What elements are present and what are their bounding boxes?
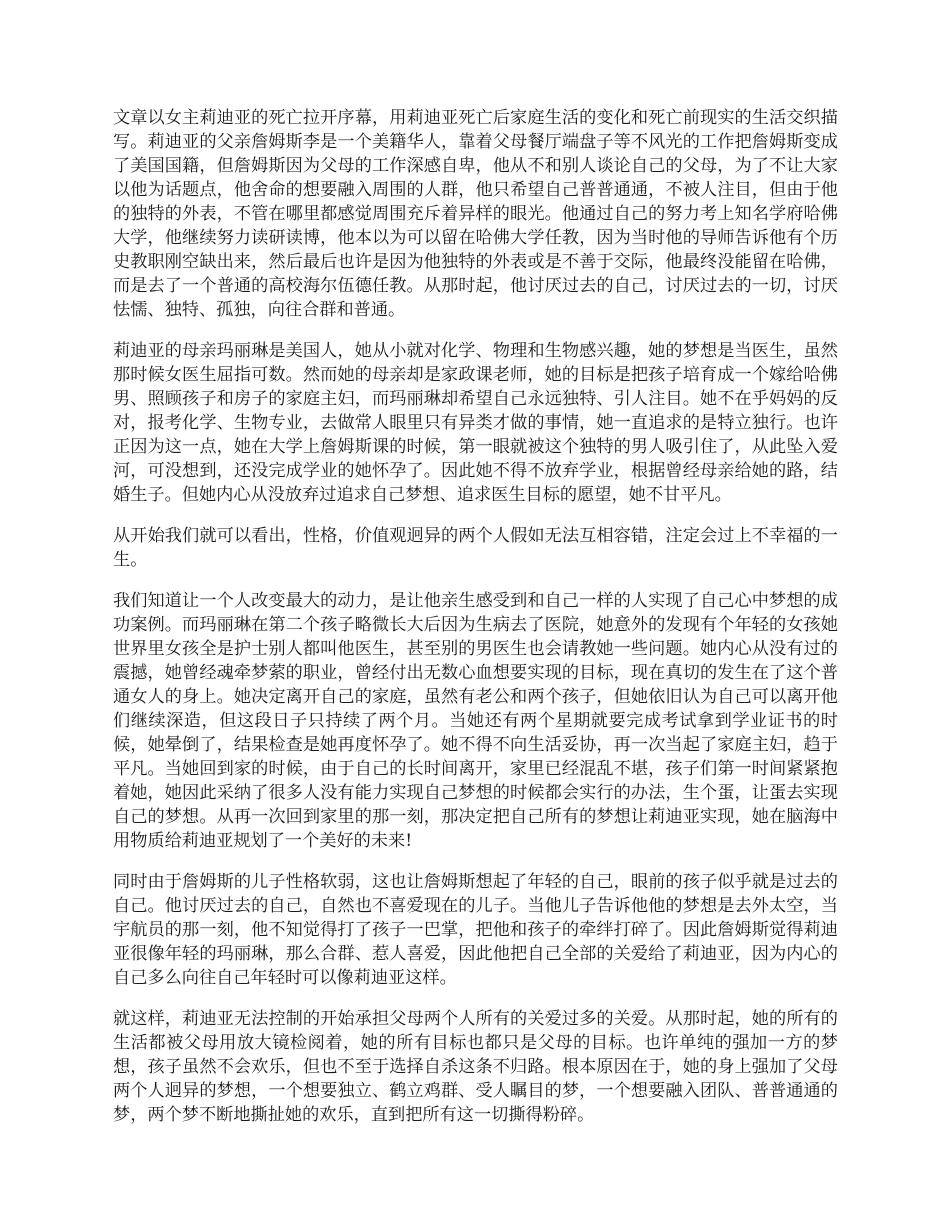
paragraph: 同时由于詹姆斯的儿子性格软弱，这也让詹姆斯想起了年轻的自己，眼前的孩子似乎就是过去的自己。他讨厌过去的自己，自然也不喜爱现在的儿子。当他儿子告诉他他的梦想是去外太空，当宇航员的那一刻，他不知觉得打了孩子一巴掌，把他和孩子的牵绊打碎了。因此詹姆斯觉得莉迪亚很像年轻的玛丽琳，那么合群、惹人喜爱，因此他把自己全部的关爱给了莉迪亚，因为内心的自己多么向往自己年轻时可以像莉迪亚这样。 xyxy=(113,872,838,988)
paragraph: 我们知道让一个人改变最大的动力，是让他亲生感受到和自己一样的人实现了自己心中梦想的成功案例。而玛丽琳在第二个孩子略微长大后因为生病去了医院，她意外的发现有个年轻的女孩她世界里女孩全是护士别人都叫他医生，甚至别的男医生也会请教她一些问题。她内心从没有过的震撼，她曾经魂牵梦萦的职业，曾经付出无数心血想要实现的目标，现在真切的发生在了这个普通女人的身上。她决定离开自己的家庭，虽然有老公和两个孩子，但她依旧认为自己可以离开他们继续深造，但这段日子只持续了两个月。当她还有两个星期就要完成考试拿到学业证书的时候，她晕倒了，结果检查是她再度怀孕了。她不得不向生活妥协，再一次当起了家庭主妇，趋于平凡。当她回到家的时候，由于自己的长时间离开，家里已经混乱不堪，孩子们第一时间紧紧抱着她，她因此采纳了很多人没有能力实现自己梦想的时候都会实行的办法，生个蛋，让蛋去实现自己的梦想。从再一次回到家里的那一刻，那决定把自己所有的梦想让莉迪亚实现，她在脑海中用物质给莉迪亚规划了一个美好的未来! xyxy=(113,591,838,851)
paragraph: 从开始我们就可以看出，性格，价值观迥异的两个人假如无法互相容错，注定会过上不幸福的一生。 xyxy=(113,526,838,570)
paragraph: 文章以女主莉迪亚的死亡拉开序幕，用莉迪亚死亡后家庭生活的变化和死亡前现实的生活交织描写。莉迪亚的父亲詹姆斯李是一个美籍华人，靠着父母餐厅端盘子等不风光的工作把詹姆斯变成了美国国籍，但詹姆斯因为父母的工作深感自卑，他从不和别人谈论自己的父母，为了不让大家以他为话题点，他舍命的想要融入周围的人群，他只希望自己普普通通，不被人注目，但由于他的独特的外表，不管在哪里都感觉周围充斥着异样的眼光。他通过自己的努力考上知名学府哈佛大学，他继续努力读研读博，他本以为可以留在哈佛大学任教，因为当时他的导师告诉他有个历史教职刚空缺出来，然后最后也许是因为他独特的外表或是不善于交际，他最终没能留在哈佛，而是去了一个普通的高校海尔伍德任教。从那时起，他讨厌过去的自己，讨厌过去的一切，讨厌怯懦、独特、孤独，向往合群和普通。 xyxy=(113,108,838,320)
document-body xyxy=(113,106,838,1144)
paragraph: 莉迪亚的母亲玛丽琳是美国人，她从小就对化学、物理和生物感兴趣，她的梦想是当医生，虽然那时候女医生屈指可数。然而她的母亲却是家政课老师，她的目标是把孩子培育成一个嫁给哈佛男、照顾孩子和房子的家庭主妇，而玛丽琳却希望自己永远独特、引人注目。她不在乎妈妈的反对，报考化学、生物专业，去做常人眼里只有异类才做的事情，她一直追求的是特立独行。也许正因为这一点，她在大学上詹姆斯课的时候，第一眼就被这个独特的男人吸引住了，从此坠入爱河，可没想到，还没完成学业的她怀孕了。因此她不得不放弃学业，根据曾经母亲给她的路，结婚生子。但她内心从没放弃过追求自己梦想、追求医生目标的愿望，她不甘平凡。 xyxy=(113,341,838,505)
paragraph: 就这样，莉迪亚无法控制的开始承担父母两个人所有的关爱过多的关爱。从那时起，她的所有的生活都被父母用放大镜检阅着，她的所有目标也都只是父母的目标。也许单纯的强加一方的梦想，孩子虽然不会欢乐，但也不至于选择自杀这条不归路。根本原因在于，她的身上强加了父母两个人迥异的梦想，一个想要独立、鹤立鸡群、受人瞩目的梦，一个想要融入团队、普普通通的梦，两个梦不断地撕扯她的欢乐，直到把所有这一切撕得粉碎。 xyxy=(113,1009,838,1125)
